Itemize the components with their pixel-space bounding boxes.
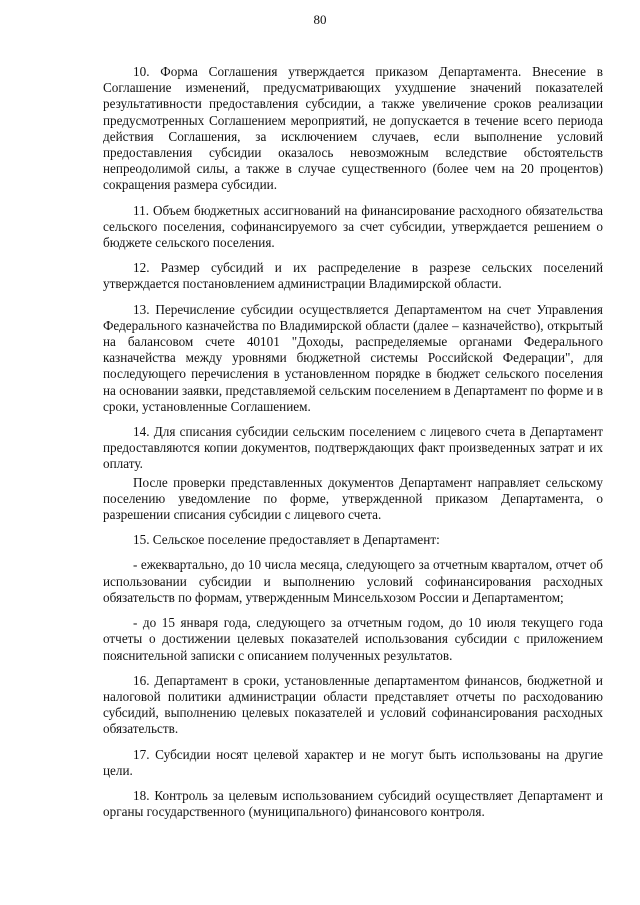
paragraph-12: 12. Размер субсидий и их распределение в разрезе сельских поселений утверждается постановлением администрации Владимирской области. <box>103 260 603 292</box>
paragraph-13: 13. Перечисление субсидии осуществляется Департаментом на счет Управления Федерального казначейства по Владимирской области (далее – казначейство), открытый на балансовом счете 40101 "Доходы, распределяемые органами Федерального казначейства между уровнями бюджетной системы Российской Федерации", для последующего перечисления в установленном порядке в бюджет сельского поселения на основании заявки, представляемой сельским поселением в Департамент по форме и в сроки, установленные Соглашением. <box>103 301 603 414</box>
paragraph-16: 16. Департамент в сроки, установленные департаментом финансов, бюджетной и налоговой политики администрации области представляет отчеты по расходованию субсидий, выполнению целевых показателей и условий софинансирования расходных обязательств. <box>103 672 603 737</box>
list-item-quarterly-report: - ежеквартально, до 10 числа месяца, следующего за отчетным кварталом, отчет об использовании субсидии и выполнению условий софинансирования расходных обязательств по формам, утвержденным Минсельхозом России и Департаментом; <box>103 557 603 605</box>
document-body <box>103 64 603 829</box>
paragraph-10: 10. Форма Соглашения утверждается приказом Департамента. Внесение в Соглашение изменений, предусматривающих ухудшение значений показателей результативности предоставления субсидии, а также увеличение сроков реализации предусмотренных Соглашением мероприятий, не допускается в течение всего периода действия Соглашения, за исключением случаев, если выполнение условий предоставления субсидии оказалось невозможным вследствие обстоятельств непреодолимой силы, а также в случае существенного (более чем на 20 процентов) сокращения размера субсидии. <box>103 64 603 193</box>
paragraph-11: 11. Объем бюджетных ассигнований на финансирование расходного обязательства сельского поселения, софинансируемого за счет субсидии, утверждается решением о бюджете сельского поселения. <box>103 202 603 251</box>
paragraph-17: 17. Субсидии носят целевой характер и не могут быть использованы на другие цели. <box>103 746 603 778</box>
paragraph-15: 15. Сельское поселение предоставляет в Департамент: <box>133 532 440 548</box>
paragraph-18: 18. Контроль за целевым использованием субсидий осуществляет Департамент и органы государственного (муниципального) финансового контроля. <box>103 787 603 820</box>
paragraph-14: 14. Для списания субсидии сельским поселением с лицевого счета в Департамент предоставляются копии документов, подтверждающих факт произведенных затрат и их оплату. <box>103 424 603 472</box>
page-number: 80 <box>313 12 327 27</box>
list-item-annual-report: - до 15 января года, следующего за отчетным годом, до 10 июля текущего года отчеты о достижении целевых показателей использования субсидии с приложением пояснительной записки с описанием полученных результатов. <box>103 615 603 663</box>
paragraph-14-continued: После проверки представленных документов Департамент направляет сельскому поселению уведомление по форме, утвержденной приказом Департамента, о разрешении списания субсидии с лицевого счета. <box>103 474 603 523</box>
